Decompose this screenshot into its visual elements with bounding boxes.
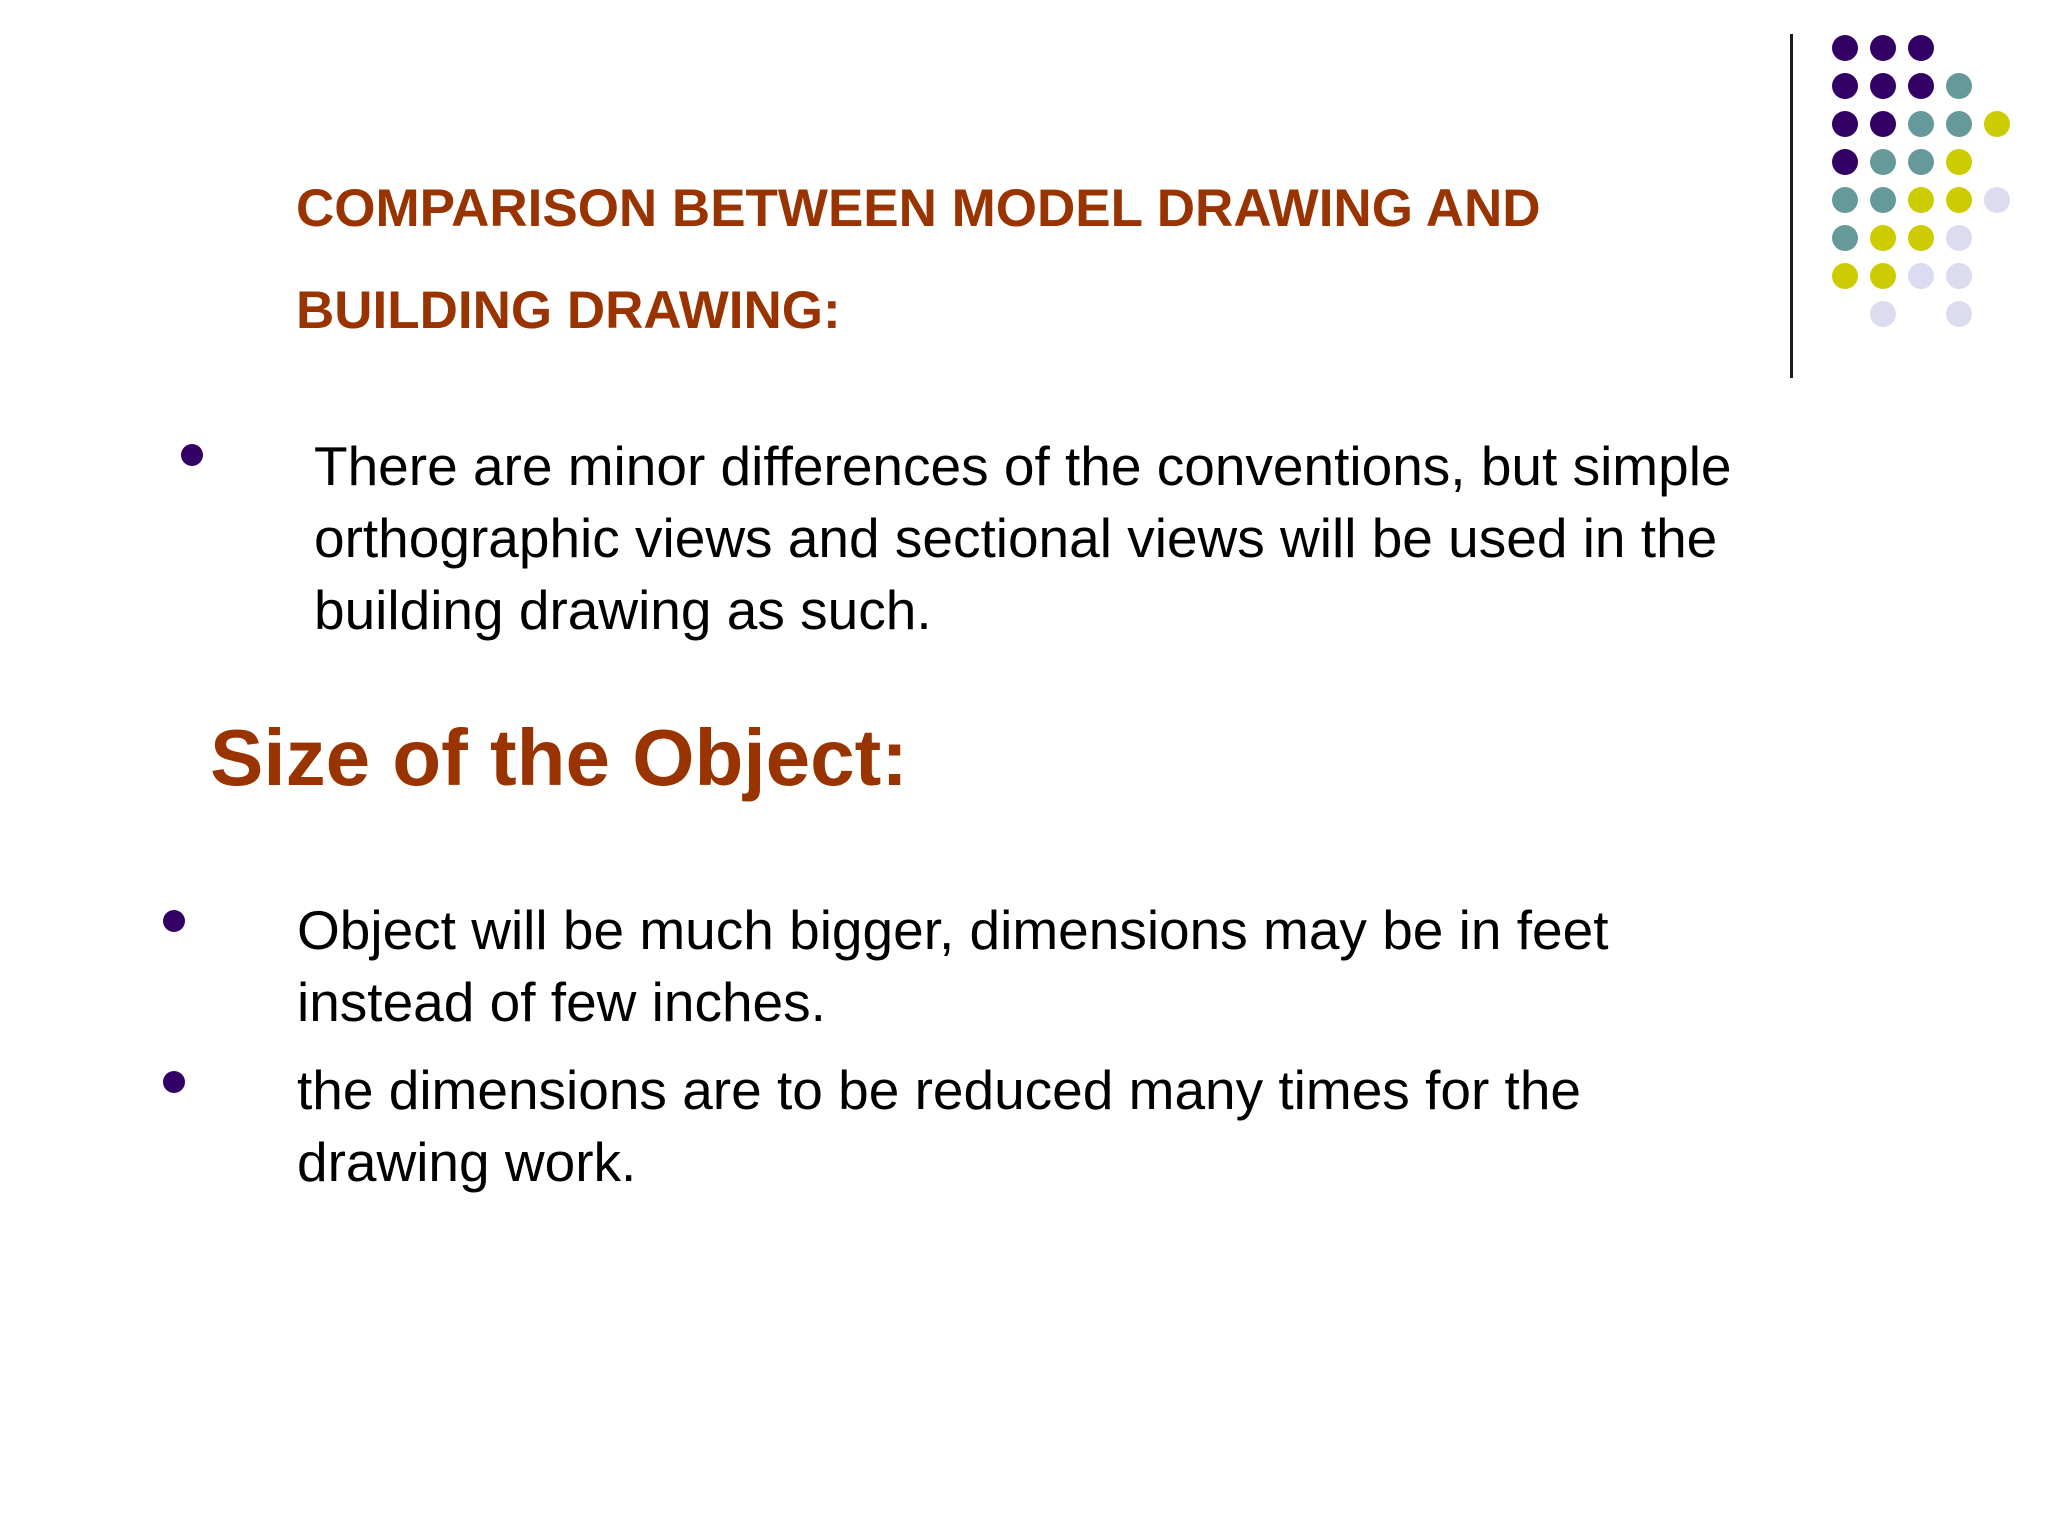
- decorative-dot: [1832, 225, 1858, 251]
- decorative-dot: [1832, 111, 1858, 137]
- bullet-1-line-2: instead of few inches.: [297, 971, 826, 1033]
- decorative-dot: [1946, 263, 1972, 289]
- bullet-2-line-1: the dimensions are to be reduced many times for the: [297, 1059, 1582, 1121]
- decorative-dot: [1870, 73, 1896, 99]
- decorative-dot: [1946, 149, 1972, 175]
- section-heading: Size of the Object:: [210, 713, 908, 802]
- decorative-dot: [1832, 149, 1858, 175]
- decorative-dot: [1870, 225, 1896, 251]
- decorative-dot: [1946, 225, 1972, 251]
- bullet-dot: [181, 444, 203, 466]
- intro-bullet-text: [314, 430, 1732, 646]
- decorative-dot: [1832, 187, 1858, 213]
- decorative-dot: [1870, 301, 1896, 327]
- title-line-2: BUILDING DRAWING:: [296, 281, 841, 340]
- decorative-dot: [1946, 111, 1972, 137]
- decorative-dot: [1908, 187, 1934, 213]
- decorative-dot: [1908, 35, 1934, 61]
- intro-line-1: There are minor differences of the conventions, but simple: [314, 435, 1732, 497]
- decorative-dot: [1908, 225, 1934, 251]
- title-line-1: COMPARISON BETWEEN MODEL DRAWING AND: [296, 179, 1541, 238]
- decorative-dot: [1870, 111, 1896, 137]
- decorative-dot: [1984, 111, 2010, 137]
- decorative-dot: [1946, 187, 1972, 213]
- decorative-dot: [1832, 263, 1858, 289]
- decorative-dot: [1908, 149, 1934, 175]
- bullet-1-text: [297, 894, 1609, 1038]
- decorative-dot: [1908, 73, 1934, 99]
- decorative-dot: [1908, 111, 1934, 137]
- intro-line-2: orthographic views and sectional views will be used in the: [314, 507, 1718, 569]
- decorative-dot: [1870, 263, 1896, 289]
- bullet-dot: [163, 1071, 185, 1093]
- intro-line-3: building drawing as such.: [314, 579, 932, 641]
- decorative-dot: [1870, 35, 1896, 61]
- decorative-dot: [1832, 35, 1858, 61]
- decorative-dot: [1984, 187, 2010, 213]
- decorative-dot: [1946, 301, 1972, 327]
- decorative-dot: [1946, 73, 1972, 99]
- bullet-1-line-1: Object will be much bigger, dimensions may be in feet: [297, 899, 1609, 961]
- bullet-2-text: [297, 1054, 1581, 1198]
- decorative-dot: [1870, 149, 1896, 175]
- decorative-dot: [1832, 73, 1858, 99]
- slide-title: [296, 158, 1716, 362]
- decorative-dot: [1908, 263, 1934, 289]
- decorative-dot: [1870, 187, 1896, 213]
- bullet-2-line-2: drawing work.: [297, 1131, 637, 1193]
- bullet-dot: [163, 910, 185, 932]
- divider-line: [1790, 34, 1793, 378]
